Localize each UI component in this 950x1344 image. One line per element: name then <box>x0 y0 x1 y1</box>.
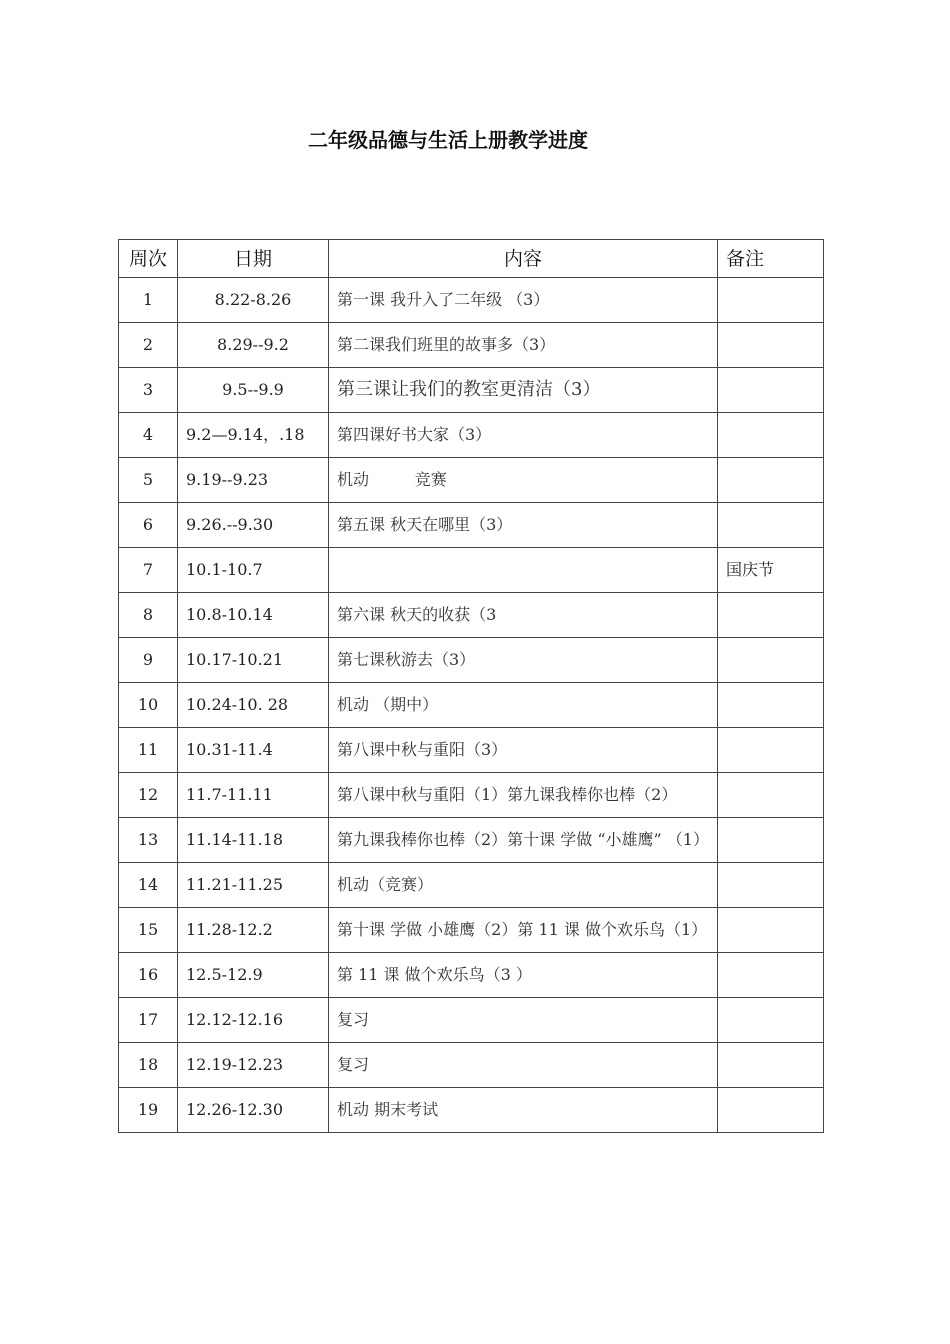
note-cell <box>718 368 824 413</box>
note-cell <box>718 413 824 458</box>
date-cell: 9.19--9.23 <box>178 458 329 503</box>
table-row <box>119 953 824 998</box>
content-cell: 第五课 秋天在哪里（3） <box>329 503 718 548</box>
header-content: 内容 <box>329 240 718 278</box>
content-cell: 第 11 课 做个欢乐鸟（3 ） <box>329 953 718 998</box>
date-cell: 10.8-10.14 <box>178 593 329 638</box>
content-cell: 第九课我棒你也棒（2）第十课 学做 “小雄鹰” （1） <box>329 818 718 863</box>
table-row <box>119 773 824 818</box>
week-cell: 9 <box>119 638 178 683</box>
date-cell: 9.5--9.9 <box>178 368 329 413</box>
note-cell <box>718 323 824 368</box>
note-cell <box>718 593 824 638</box>
week-cell: 14 <box>119 863 178 908</box>
date-cell: 9.2—9.14，.18 <box>178 413 329 458</box>
content-cell: 第六课 秋天的收获（3 <box>329 593 718 638</box>
note-cell <box>718 728 824 773</box>
date-cell: 12.12-12.16 <box>178 998 329 1043</box>
date-cell: 10.1-10.7 <box>178 548 329 593</box>
header-date: 日期 <box>178 240 329 278</box>
week-cell: 19 <box>119 1088 178 1133</box>
date-cell: 8.22-8.26 <box>178 278 329 323</box>
content-cell: 第七课秋游去（3） <box>329 638 718 683</box>
week-cell: 6 <box>119 503 178 548</box>
date-cell: 10.24-10. 28 <box>178 683 329 728</box>
content-cell: 第三课让我们的教室更清洁（3） <box>329 368 718 413</box>
date-cell: 11.21-11.25 <box>178 863 329 908</box>
date-cell: 8.29--9.2 <box>178 323 329 368</box>
header-row <box>119 240 824 278</box>
week-cell: 1 <box>119 278 178 323</box>
header-note: 备注 <box>718 240 824 278</box>
schedule-table <box>118 239 824 1133</box>
table-row <box>119 1088 824 1133</box>
content-cell: 第八课中秋与重阳（3） <box>329 728 718 773</box>
week-cell: 10 <box>119 683 178 728</box>
note-cell <box>718 503 824 548</box>
note-cell <box>718 638 824 683</box>
date-cell: 11.7-11.11 <box>178 773 329 818</box>
content-cell: 复习 <box>329 998 718 1043</box>
date-cell: 10.17-10.21 <box>178 638 329 683</box>
note-cell <box>718 863 824 908</box>
date-cell: 12.5-12.9 <box>178 953 329 998</box>
content-cell: 复习 <box>329 1043 718 1088</box>
table-row <box>119 503 824 548</box>
table-row <box>119 413 824 458</box>
week-cell: 4 <box>119 413 178 458</box>
week-cell: 3 <box>119 368 178 413</box>
week-cell: 12 <box>119 773 178 818</box>
note-cell <box>718 278 824 323</box>
note-cell <box>718 998 824 1043</box>
date-cell: 11.28-12.2 <box>178 908 329 953</box>
content-cell: 机动 （期中） <box>329 683 718 728</box>
content-cell: 第八课中秋与重阳（1）第九课我棒你也棒（2） <box>329 773 718 818</box>
header-week: 周次 <box>119 240 178 278</box>
note-cell <box>718 683 824 728</box>
content-cell: 第二课我们班里的故事多（3） <box>329 323 718 368</box>
date-cell: 12.26-12.30 <box>178 1088 329 1133</box>
week-cell: 16 <box>119 953 178 998</box>
content-cell: 机动 竞赛 <box>329 458 718 503</box>
table-row <box>119 998 824 1043</box>
table-row <box>119 1043 824 1088</box>
content-cell: 第一课 我升入了二年级 （3） <box>329 278 718 323</box>
date-cell: 12.19-12.23 <box>178 1043 329 1088</box>
table-row <box>119 818 824 863</box>
week-cell: 5 <box>119 458 178 503</box>
table-row <box>119 593 824 638</box>
note-cell: 国庆节 <box>718 548 824 593</box>
note-cell <box>718 458 824 503</box>
note-cell <box>718 818 824 863</box>
week-cell: 8 <box>119 593 178 638</box>
page-title: 二年级品德与生活上册教学进度 <box>308 128 588 152</box>
content-cell: 第十课 学做 小雄鹰（2）第 11 课 做个欢乐鸟（1） <box>329 908 718 953</box>
table-row <box>119 458 824 503</box>
table-row <box>119 278 824 323</box>
week-cell: 15 <box>119 908 178 953</box>
table-row <box>119 323 824 368</box>
table-row <box>119 908 824 953</box>
week-cell: 17 <box>119 998 178 1043</box>
content-cell: 第四课好书大家（3） <box>329 413 718 458</box>
table-row <box>119 728 824 773</box>
note-cell <box>718 1088 824 1133</box>
date-cell: 11.14-11.18 <box>178 818 329 863</box>
week-cell: 2 <box>119 323 178 368</box>
week-cell: 13 <box>119 818 178 863</box>
table-row <box>119 638 824 683</box>
week-cell: 11 <box>119 728 178 773</box>
week-cell: 18 <box>119 1043 178 1088</box>
table-row <box>119 368 824 413</box>
date-cell: 10.31-11.4 <box>178 728 329 773</box>
table-row <box>119 863 824 908</box>
date-cell: 9.26.--9.30 <box>178 503 329 548</box>
content-cell: 机动（竞赛） <box>329 863 718 908</box>
table-row <box>119 548 824 593</box>
content-cell: 机动 期末考试 <box>329 1088 718 1133</box>
week-cell: 7 <box>119 548 178 593</box>
table-row <box>119 683 824 728</box>
note-cell <box>718 953 824 998</box>
note-cell <box>718 773 824 818</box>
content-cell <box>329 548 718 593</box>
note-cell <box>718 1043 824 1088</box>
note-cell <box>718 908 824 953</box>
